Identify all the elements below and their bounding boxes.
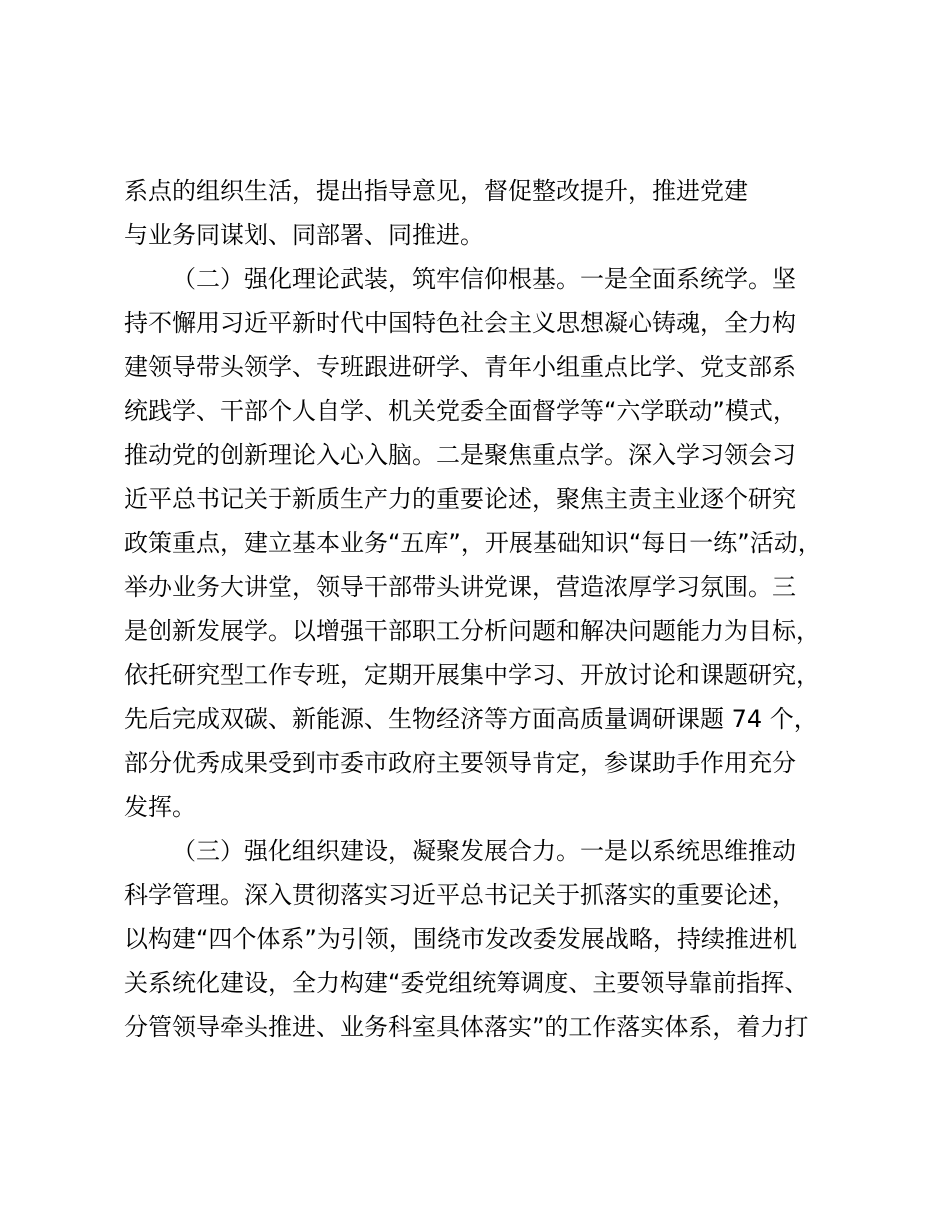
text-line-5: 建领导带头领学、专班跟进研学、青年小组重点比学、党支部系 [124,353,796,381]
text-line-12: 依托研究型工作专班，定期开展集中学习、开放讨论和课题研究， [124,661,820,689]
text-line-15: 发挥。 [124,793,196,821]
text-line-8: 近平总书记关于新质生产力的重要论述，聚焦主责主业逐个研究 [124,485,796,513]
text-line-17: 科学管理。深入贯彻落实习近平总书记关于抓落实的重要论述， [124,881,796,909]
text-line-1: 系点的组织生活，提出指导意见，督促整改提升，推进党建 [124,177,748,205]
section-heading-2: （二）强化理论武装，筑牢信仰根基。一是全面系统学。坚 [172,265,796,293]
text-line-14: 部分优秀成果受到市委市政府主要领导肯定，参谋助手作用充分 [124,749,796,777]
text-line-4: 持不懈用习近平新时代中国特色社会主义思想凝心铸魂，全力构 [124,309,796,337]
text-line-19: 关系统化建设，全力构建“委党组统筹调度、主要领导靠前指挥、 [124,969,809,997]
text-line-9: 政策重点，建立基本业务“五库”，开展基础知识“每日一练”活动， [124,529,822,557]
text-line-7: 推动党的创新理论入心入脑。二是聚焦重点学。深入学习领会习 [124,441,796,469]
text-line-11: 是创新发展学。以增强干部职工分析问题和解决问题能力为目标， [124,617,820,645]
text-line-20: 分管领导牵头推进、业务科室具体落实”的工作落实体系，着力打 [124,1013,809,1041]
section-heading-3: （三）强化组织建设，凝聚发展合力。一是以系统思维推动 [172,837,796,865]
text-line-2: 与业务同谋划、同部署、同推进。 [124,221,484,249]
text-line-6: 统践学、干部个人自学、机关党委全面督学等“六学联动”模式， [124,397,797,425]
text-line-18: 以构建“四个体系”为引领，围绕市发改委发展战略，持续推进机 [124,925,797,953]
text-line-13: 先后完成双碳、新能源、生物经济等方面高质量调研课题 74 个， [124,705,818,733]
text-line-10: 举办业务大讲堂，领导干部带头讲党课，营造浓厚学习氛围。三 [124,573,796,601]
